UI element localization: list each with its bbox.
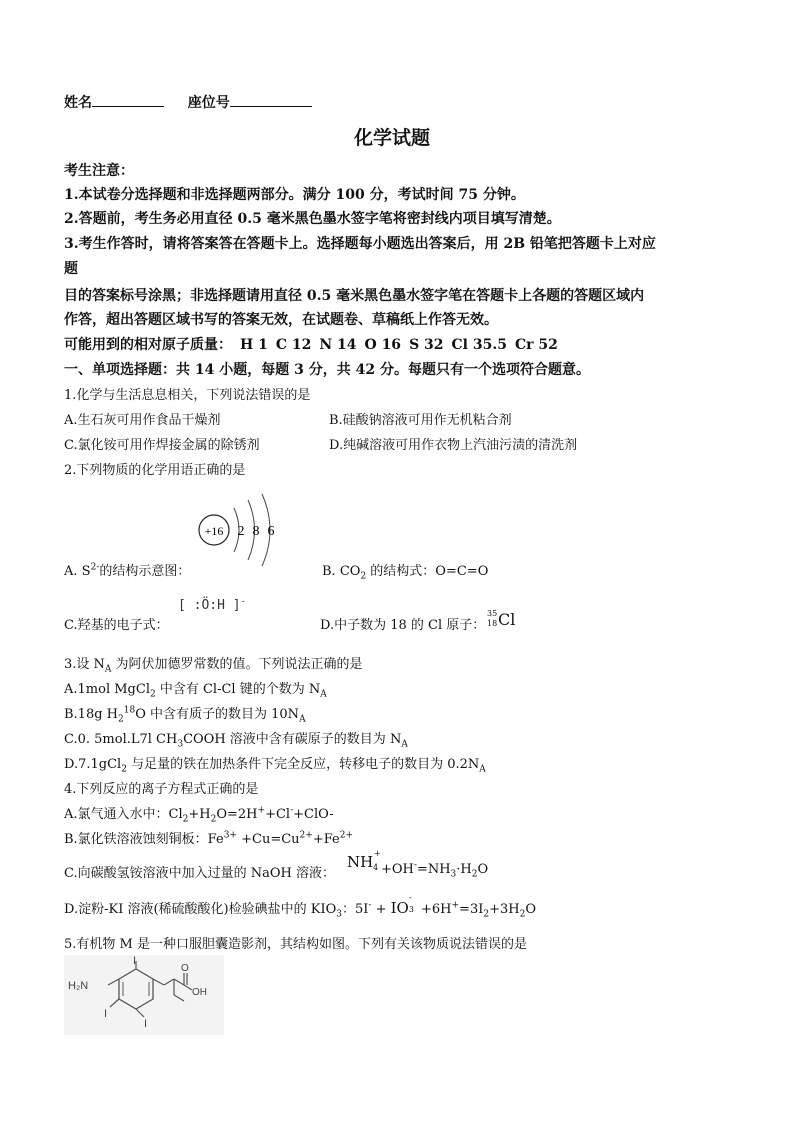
- q4-option-c-rest: [381, 860, 489, 880]
- q3-option-b: [64, 703, 306, 725]
- shell-electrons: 6: [267, 524, 275, 539]
- q4-a-part: O=2H: [216, 807, 258, 822]
- q4-option-b: [64, 828, 353, 847]
- q2-b-suffix: 的结构式：O=C=O: [366, 564, 489, 579]
- atomic-mass-item: C 12: [275, 337, 312, 353]
- q2-a-text: A. S: [64, 564, 91, 579]
- q2-option-b: [322, 560, 489, 582]
- page-title: 化学试题: [354, 127, 431, 149]
- q3-b-sub: 2: [118, 714, 124, 725]
- atomic-mass-item: S 32: [409, 337, 444, 353]
- atomic-mass-item: N 14: [319, 337, 357, 353]
- q3-b-mid: O 中含有质子的数目为 10N: [135, 707, 300, 722]
- q4-d-part: O: [525, 902, 537, 917]
- q4-c-part: O: [477, 862, 489, 877]
- q3-b-text: B.18g H: [64, 707, 119, 722]
- notice-line-1: 1.本试卷分选择题和非选择题两部分。满分 100 分，考试时间 75 分钟。: [64, 187, 525, 203]
- q4-a-part: +ClO-: [293, 807, 334, 822]
- q3-c-sub: 3: [177, 739, 184, 750]
- q4-d-sup2: +: [451, 900, 460, 911]
- name-blank[interactable]: [92, 94, 164, 107]
- q2-a-suffix: 的结构示意图：: [99, 564, 191, 579]
- q3-a-text: A.1mol MgCl: [64, 682, 150, 697]
- ammonium-subscript: 4: [373, 863, 379, 872]
- q4-c-sub: 3: [450, 869, 457, 880]
- q3-a-sub: 2: [149, 689, 156, 700]
- q4-b-part: +Cu=Cu: [236, 832, 300, 847]
- name-field: [64, 92, 312, 112]
- q4-d-sub2: 2: [483, 909, 490, 920]
- q4-c-sup: -: [413, 860, 417, 871]
- q3-b-sup: 18: [123, 705, 136, 716]
- q4-c-text: C.向碳酸氢铵溶液中加入过量的 NaOH 溶液：: [64, 866, 336, 881]
- nucleus-label: +16: [204, 524, 224, 538]
- q2-option-d: D.中子数为 18 的 Cl 原子：: [320, 618, 486, 633]
- oxygen-label: O: [181, 963, 189, 974]
- q4-d-part: +: [371, 902, 391, 917]
- shell-electrons: 2: [237, 524, 245, 539]
- q4-b-sup: 3+: [223, 830, 237, 841]
- q4-option-d: [64, 893, 537, 920]
- electron-formula-charge: -: [240, 596, 247, 607]
- hydroxyl-label: OH: [192, 987, 207, 998]
- q4-a-sub2: 2: [210, 814, 217, 825]
- q4-option-a: [64, 803, 334, 825]
- notice-line-2: 2.答题前，考生务必用直径 0.5 毫米黑色墨水签字笔将密封线内项目填写清楚。: [64, 211, 561, 227]
- isotope-symbol: Cl: [498, 610, 516, 629]
- notice-line-3b: 题: [64, 261, 78, 277]
- q4-option-c: [64, 862, 335, 881]
- q1-option-d: D.纯碱溶液可用作衣物上汽油污渍的清洗剂: [329, 438, 578, 453]
- atomic-mass-item: Cr 52: [514, 337, 558, 353]
- isotope-atomic-number: 18: [487, 619, 498, 628]
- iodine-left-label: I: [104, 1008, 108, 1020]
- q3-d-sub2: A: [479, 764, 486, 775]
- q3-d-mid: 与足量的铁在加热条件下完全反应，转移电子的数目为 0.2N: [126, 757, 480, 772]
- q4-d-part: +6H: [416, 902, 452, 917]
- q2-a-sup: 2-: [90, 562, 100, 573]
- q3-d-sub: 2: [121, 764, 127, 775]
- hydroxyl-electron-formula: [178, 598, 246, 613]
- iodine-top-label: I: [133, 955, 137, 967]
- q2-stem: 2.下列物质的化学用语正确的是: [64, 463, 246, 478]
- notice-line-3a: 3.考生作答时，请将答案答在答题卡上。选择题每小题选出答案后，用 2B 铅笔把答题卡上对应: [64, 236, 656, 252]
- q2-b-sub: 2: [360, 571, 367, 582]
- amino-label: H₂N: [68, 980, 89, 992]
- q3-stem-text: 3.设 N: [64, 657, 105, 672]
- q4-d-part: =3I: [459, 902, 484, 917]
- iodine-bottom-label: I: [144, 1018, 148, 1030]
- q3-option-c: [64, 728, 408, 750]
- iodate-charge: -: [408, 893, 412, 902]
- q5-stem: 5.有机物 M 是一种口服胆囊造影剂，其结构如图。下列有关该物质说法错误的是: [64, 937, 527, 952]
- q4-a-text: A.氯气通入水中：Cl: [64, 807, 183, 822]
- compound-m-structure: [64, 955, 224, 1035]
- notice-line-3c: 目的答案标号涂黑；非选择题请用直径 0.5 毫米黑色墨水签字笔在答题卡上各题的答题区域内: [64, 288, 645, 304]
- atomic-mass-item: Cl 35.5: [451, 337, 507, 353]
- ammonium-charge: +: [374, 849, 381, 858]
- atomic-mass-label: 可能用到的相对原子质量：: [64, 337, 232, 353]
- q3-c-text: C.0. 5mol.L7l CH: [64, 732, 178, 747]
- q4-d-sub3: 2: [519, 909, 526, 920]
- q4-d-part: ：5I: [341, 902, 369, 917]
- q3-c-sub2: A: [401, 739, 408, 750]
- q4-d-text: D.淀粉-KI 溶液(稀硫酸酸化)检验碘盐中的 KIO: [64, 902, 337, 917]
- q4-c-part: ·H: [456, 862, 472, 877]
- q4-b-sup3: 2+: [339, 830, 354, 841]
- ammonium-ion: [347, 849, 381, 872]
- q3-stem-post: 为阿伏加德罗常数的值。下列说法正确的是: [111, 657, 363, 672]
- q4-c-sub2: 2: [471, 869, 478, 880]
- shell-electrons: 8: [252, 524, 260, 539]
- q2-option-a: [64, 560, 190, 579]
- q3-a-sub2: A: [320, 689, 327, 700]
- q3-a-mid: 中含有 Cl-Cl 键的个数为 N: [155, 682, 321, 697]
- chlorine-isotope-notation: [487, 609, 517, 631]
- q4-b-sup2: 2+: [299, 830, 313, 841]
- q4-a-part: +Cl: [265, 807, 291, 822]
- notice-heading: 考生注意：: [64, 163, 134, 179]
- q1-option-b: B.硅酸钠溶液可用作无机粘合剂: [329, 413, 512, 428]
- notice-line-3d: 作答，超出答题区域书写的答案无效，在试题卷、草稿纸上作答无效。: [64, 312, 498, 328]
- q1-option-a: A.生石灰可用作食品干燥剂: [64, 413, 221, 428]
- q2-b-text: B. CO: [322, 564, 361, 579]
- q4-a-sub: 2: [182, 814, 189, 825]
- isotope-mass-number: 35: [487, 609, 498, 618]
- electron-formula-text: [ :Ö:H ]: [178, 598, 241, 613]
- q4-a-sup: +: [257, 805, 266, 816]
- q4-stem: 4.下列反应的离子方程式正确的是: [64, 782, 259, 797]
- q1-stem: 1.化学与生活息息相关，下列说法错误的是: [64, 388, 311, 403]
- q3-b-sub2: A: [299, 714, 306, 725]
- q4-d-part: +3H: [489, 902, 520, 917]
- q4-c-part: +OH: [381, 862, 414, 877]
- section-heading: 一、单项选择题：共 14 小题，每题 3 分，共 42 分。每题只有一个选项符合题意。: [64, 362, 590, 378]
- seat-blank[interactable]: [230, 94, 312, 107]
- iodate-symbol: IO: [390, 899, 409, 917]
- q3-option-a: [64, 678, 327, 700]
- q3-stem-sub: A: [104, 664, 112, 675]
- q4-b-part: +Fe: [312, 832, 340, 847]
- atomic-mass-line: [64, 334, 558, 354]
- q1-option-c: C.氯化铵可用作焊接金属的除锈剂: [64, 438, 260, 453]
- iodate-subscript: 3: [408, 905, 414, 914]
- q3-d-text: D.7.1gCl: [64, 757, 122, 772]
- seat-label: 座位号: [187, 95, 230, 111]
- ammonium-symbol: NH: [347, 853, 374, 871]
- q3-c-mid: COOH 溶液中含有碳原子的数目为 N: [183, 732, 402, 747]
- q4-a-part: +H: [188, 807, 211, 822]
- q4-a-sup2: -: [290, 805, 294, 816]
- q3-stem: [64, 653, 363, 675]
- atomic-mass-item: H 1: [240, 337, 268, 353]
- q4-d-sub: 3: [336, 909, 342, 920]
- q4-c-part: =NH: [416, 862, 451, 877]
- q4-d-sup: -: [368, 900, 372, 911]
- q3-option-d: [64, 753, 486, 775]
- atomic-mass-item: O 16: [364, 337, 402, 353]
- name-label: 姓名: [64, 95, 92, 111]
- q4-b-text: B.氯化铁溶液蚀刻铜板：Fe: [64, 832, 224, 847]
- sulfur-ion-structure-diagram: [186, 486, 286, 576]
- q2-option-c: C.羟基的电子式：: [64, 618, 169, 633]
